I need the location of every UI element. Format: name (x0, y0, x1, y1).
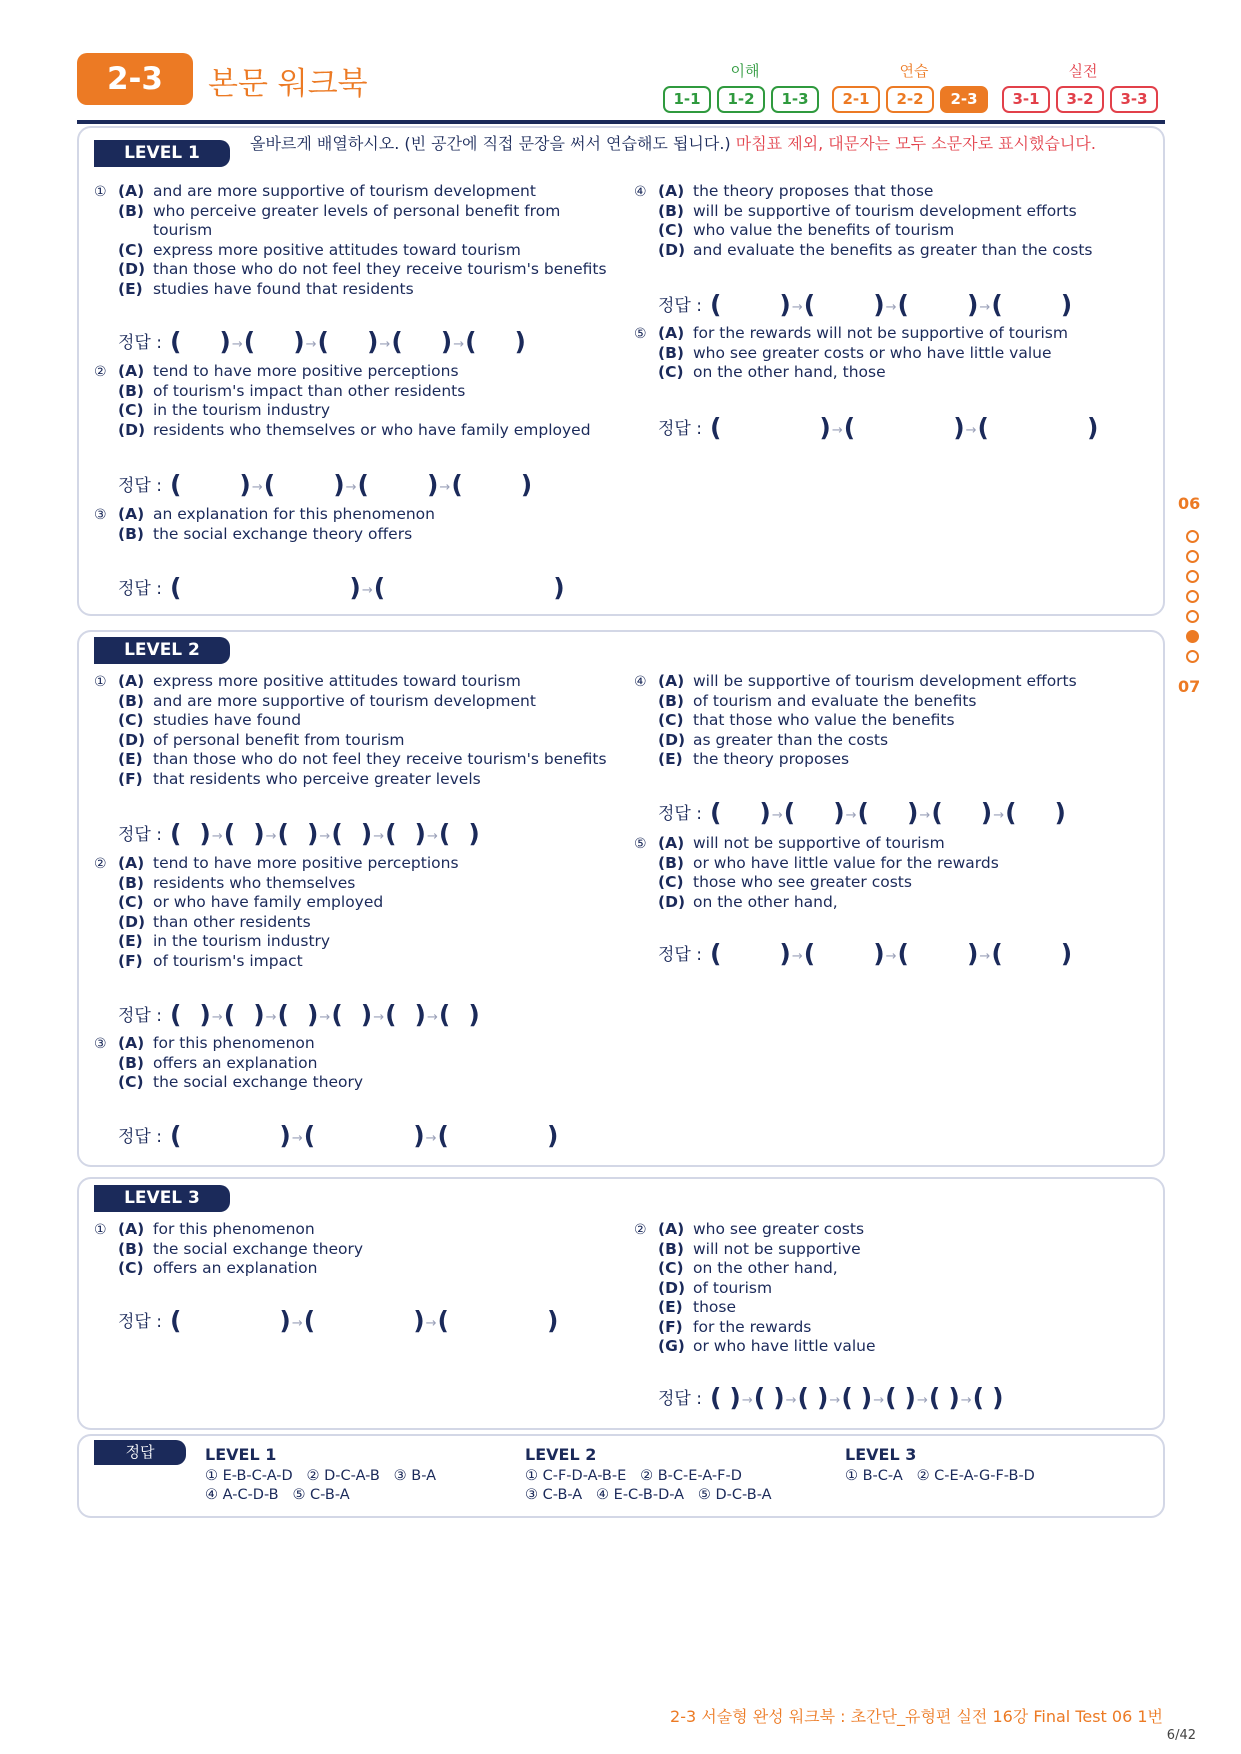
question: ② (A) who see greater costs (B) will not be supportive (C) on the other hand, (D) of tourism (E) those (F) for the rewards (G) or who have little value (634, 1220, 876, 1355)
question: ② (A) tend to have more positive perceptions (B) residents who themselves (C) or who have family employed (D) than other residents (E) in the tourism industry (F) of tourism's impact (94, 854, 459, 970)
level-2-label: LEVEL 2 (94, 637, 230, 664)
side-chapter-bottom: 07 (1178, 677, 1201, 696)
question: ① (A) for this phenomenon (B) the social exchange theory (C) offers an explanation (94, 1220, 364, 1277)
question: ④ (A) will be supportive of tourism development efforts (B) of tourism and evaluate the benefits (C) that those who value the benefits (D) as greater than the costs (E) the theory proposes (634, 672, 1077, 768)
tab-3-3[interactable]: 3-3 (1110, 86, 1158, 113)
answer-blanks[interactable]: 정답 : ( )→( )→( )→( )→( )→( ) (118, 819, 480, 848)
answer-blanks[interactable]: 정답 : ( )→( )→( )→( )→( )→( )→( ) (658, 1383, 1004, 1412)
side-dot (1186, 610, 1199, 623)
question: ⑤ (A) will not be supportive of tourism (B) or who have little value for the rewards (C) those who see greater costs (D) on the other hand, (634, 834, 999, 911)
nav-group-label: 실전 (1068, 62, 1098, 80)
instruction: 올바르게 배열하시오. (빈 공간에 직접 문장을 써서 연습해도 됩니다.) 마침표 제외, 대문자는 모두 소문자로 표시했습니다. (250, 134, 1096, 153)
tab-2-2[interactable]: 2-2 (886, 86, 934, 113)
question: ② (A) tend to have more positive perceptions (B) of tourism's impact than other residents (C) in the tourism industry (D) residents who themselves or who have family employed (94, 362, 591, 439)
side-dot-current (1186, 630, 1199, 643)
answer-blanks[interactable]: 정답 : ( )→( )→( )→( ) (658, 290, 1073, 319)
question: ④ (A) the theory proposes that those (B) will be supportive of tourism development efforts (C) who value the benefits of tourism (D) and evaluate the benefits as greater than the costs (634, 182, 1093, 259)
answer-key-label: 정답 (94, 1440, 186, 1465)
answer-key-level-2: LEVEL 2 ① C-F-D-A-B-E ② B-C-E-A-F-D ③ C-B-A ④ E-C-B-D-A ⑤ D-C-B-A (525, 1445, 772, 1503)
question: ⑤ (A) for the rewards will not be supportive of tourism (B) who see greater costs or who have little value (C) on the other hand, those (634, 324, 1068, 381)
tab-3-2[interactable]: 3-2 (1056, 86, 1104, 113)
tab-2-3[interactable]: 2-3 (940, 86, 988, 113)
tab-3-1[interactable]: 3-1 (1002, 86, 1050, 113)
footer-title: 2-3 서술형 완성 워크북 : 초간단_유형편 실전 16강 Final Test 06 1번 (670, 1707, 1163, 1726)
answer-key-level-1: LEVEL 1 ① E-B-C-A-D ② D-C-A-B ③ B-A ④ A-C-D-B ⑤ C-B-A (205, 1445, 437, 1503)
section-badge: 2-3 (77, 53, 193, 105)
answer-blanks[interactable]: 정답 : ( )→( )→( ) (658, 413, 1099, 442)
answer-blanks[interactable]: 정답 : ( )→( )→( )→( ) (658, 939, 1073, 968)
tab-2-1[interactable]: 2-1 (832, 86, 880, 113)
tab-1-3[interactable]: 1-3 (771, 86, 819, 113)
nav-group-label: 이해 (730, 62, 760, 80)
question: ① (A) and are more supportive of tourism development (B) who perceive greater levels of personal benefit from tourism (C) express more positive attitudes toward tourism (D) than those who do not feel they receive tourism's benefits (E) studies have found that residents (94, 182, 607, 298)
tab-1-1[interactable]: 1-1 (663, 86, 711, 113)
side-dot (1186, 530, 1199, 543)
tab-1-2[interactable]: 1-2 (717, 86, 765, 113)
page-title: 본문 워크북 (208, 66, 368, 102)
question: ③ (A) for this phenomenon (B) offers an explanation (C) the social exchange theory (94, 1034, 364, 1091)
answer-blanks[interactable]: 정답 : ( )→( )→( )→( ) (118, 470, 533, 499)
side-dot (1186, 590, 1199, 603)
answer-blanks[interactable]: 정답 : ( )→( )→( ) (118, 1121, 559, 1150)
answer-blanks[interactable]: 정답 : ( )→( )→( )→( )→( ) (118, 327, 526, 356)
answer-blanks[interactable]: 정답 : ( )→( )→( ) (118, 1306, 559, 1335)
level-1-label: LEVEL 1 (94, 140, 230, 167)
side-dot (1186, 570, 1199, 583)
side-chapter-top: 06 (1178, 494, 1201, 513)
level-3-label: LEVEL 3 (94, 1185, 230, 1212)
header-divider (77, 120, 1165, 124)
answer-blanks[interactable]: 정답 : ( )→( )→( )→( )→( ) (658, 798, 1066, 827)
question: ① (A) express more positive attitudes toward tourism (B) and are more supportive of tourism development (C) studies have found (D) of personal benefit from tourism (E) than those who do not feel they receive tourism's benefits (F) that residents who perceive greater levels (94, 672, 607, 788)
answer-key-level-3: LEVEL 3 ① B-C-A ② C-E-A-G-F-B-D (845, 1445, 1035, 1484)
side-dot (1186, 550, 1199, 563)
page-number: 6/42 (1166, 1728, 1196, 1743)
answer-blanks[interactable]: 정답 : ( )→( ) (118, 573, 565, 602)
nav-group-label: 연습 (899, 62, 929, 80)
answer-blanks[interactable]: 정답 : ( )→( )→( )→( )→( )→( ) (118, 1000, 480, 1029)
question: ③ (A) an explanation for this phenomenon (B) the social exchange theory offers (94, 505, 435, 543)
side-dot (1186, 650, 1199, 663)
